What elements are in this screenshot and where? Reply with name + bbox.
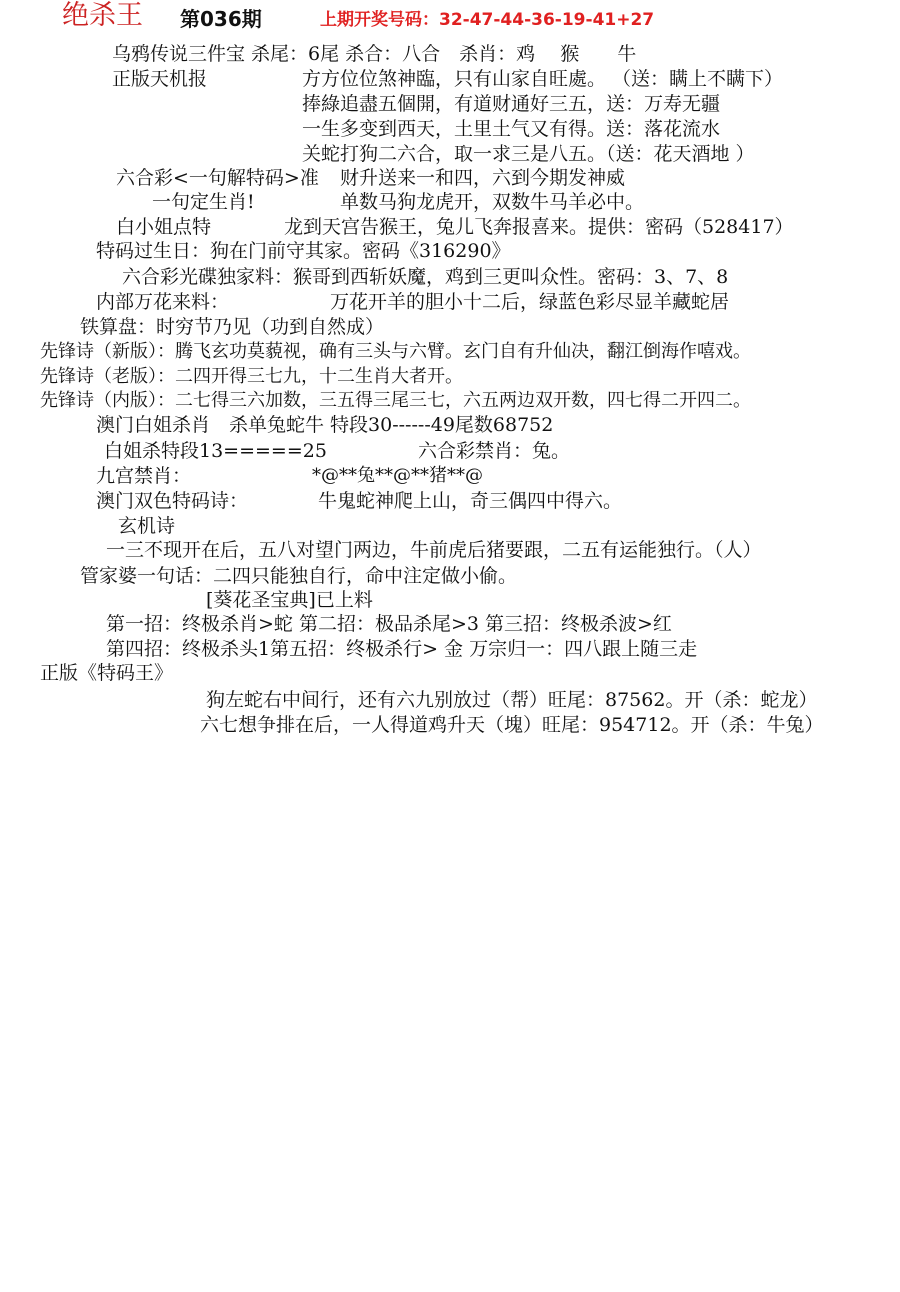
line-moves-1-3: 第一招：终极杀肖>蛇 第二招：极品杀尾>3 第三招：终极杀波>红 [106,613,672,635]
line-internal-label: 内部万花来料： [96,291,230,313]
line-xuanji-verse: 一三不现开在后，五八对望门两边，牛前虎后猪要跟，二五有运能独行。（人） [106,539,762,561]
line-cd-exclusive: 六合彩光碟独家料：猴哥到西斩妖魔，鸡到三更叫众性。密码：3、7、8 [122,266,729,288]
line-tianji-verse-4: 关蛇打狗二六合，取一求三是八五。（送：花天酒地 ） [302,143,755,165]
line-tianji-label: 正版天机报 [112,68,208,90]
line-jiugong-value: *@**兔**@**猪**@ [312,465,483,486]
line-crow-legend: 乌鸦传说三件宝 杀尾：6尾 杀合：八合 杀肖：鸡 猴 牛 [112,43,637,65]
line-moves-4-5: 第四招：终极杀头1第五招：终极杀行> 金 万宗归一：四八跟上随三走 [106,638,698,660]
issue-number: 第036期 [180,7,262,31]
line-one-sentence-label: 六合彩<一句解特码>准 [116,167,319,189]
line-internal-verse: 万花开羊的胆小十二后，绿蓝色彩尽显羊藏蛇居 [330,291,730,313]
line-tianji-verse-2: 捧綠追盡五個開，有道财通好三五，送：万寿无疆 [302,93,721,115]
line-macau-poem-verse: 牛鬼蛇神爬上山，奇三偶四中得六。 [318,490,623,512]
line-pioneer-new: 先锋诗（新版）：腾飞玄功莫藐视，确有三头与六臂。玄门自有升仙决，翻江倒海作嘻戏。 [40,341,751,362]
line-temawang-title: 正版《特码王》 [40,662,174,684]
line-tianji-verse-1: 方方位位煞神臨，只有山家自旺處。 （送：瞒上不瞒下） [302,68,784,90]
line-zodiac-verse: 单数马狗龙虎开，双数牛马羊必中。 [340,191,645,213]
brand-title: 绝杀王 [62,0,143,31]
last-draw-numbers: 上期开奖号码：32-47-44-36-19-41+27 [320,10,655,30]
line-forbidden-zodiac: 六合彩禁肖：兔。 [418,440,571,462]
line-xuanji-title: 玄机诗 [118,515,176,537]
line-one-sentence-verse: 财升送来一和四，六到今期发神威 [340,167,626,189]
line-abacus: 铁算盘：时穷节乃见（功到自然成） [80,316,385,338]
line-housekeeper: 管家婆一句话：二四只能独自行，命中注定做小偷。 [80,565,518,587]
line-sunflower-title: [葵花圣宝典]已上料 [206,589,373,611]
line-baixiaojie-verse: 龙到天宫告猴王，兔儿飞奔报喜来。提供：密码（528417） [284,216,794,238]
line-baixiaojie-label: 白小姐点特 [116,216,212,238]
line-macau-baijie: 澳门白姐杀肖 杀单兔蛇牛 特段30------49尾数68752 [96,414,554,436]
line-baijie-segment: 白姐杀特段13=====25 [104,440,327,462]
line-temawang-verse-2: 六七想争排在后，一人得道鸡升天（塊）旺尾：954712。开（杀：牛兔） [200,714,824,736]
line-temawang-verse-1: 狗左蛇右中间行，还有六九别放过（帮）旺尾：87562。开（杀：蛇龙） [206,689,818,711]
line-zodiac-label: 一句定生肖! [152,191,255,213]
line-birthday-code: 特码过生日：狗在门前守其家。密码《316290》 [96,240,511,262]
line-jiugong-label: 九宫禁肖： [96,465,192,487]
line-pioneer-old: 先锋诗（老版）：二四开得三七九，十二生肖大者开。 [40,366,463,387]
line-tianji-verse-3: 一生多变到西天，土里土气又有得。送：落花流水 [302,118,721,140]
line-macau-poem-label: 澳门双色特码诗： [96,490,249,512]
line-pioneer-inner: 先锋诗（内版）：二七得三六加数，三五得三尾三七，六五两边双开数，四七得二开四二。 [40,390,751,411]
